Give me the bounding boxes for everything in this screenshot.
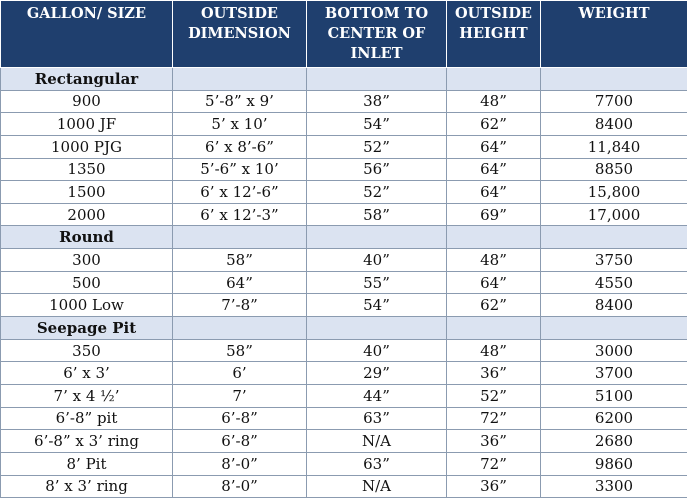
cell-outside-dimension: 58” bbox=[173, 339, 307, 362]
cell-outside-dimension: 8’-0” bbox=[173, 452, 307, 475]
cell-bottom-to-center-of-inlet: 63” bbox=[307, 452, 447, 475]
cell-weight: 5100 bbox=[541, 384, 687, 407]
cell-bottom-to-center-of-inlet: N/A bbox=[307, 475, 447, 498]
cell-outside-dimension: 5’ x 10’ bbox=[173, 113, 307, 136]
cell-weight: 7700 bbox=[541, 90, 687, 113]
header-outside-height: OUTSIDE HEIGHT bbox=[447, 1, 541, 68]
header-row bbox=[1, 1, 687, 68]
cell-bottom-to-center-of-inlet: 63” bbox=[307, 407, 447, 430]
cell-weight: 8850 bbox=[541, 158, 687, 181]
cell-weight: 2680 bbox=[541, 430, 687, 453]
cell-outside-height: 48” bbox=[447, 339, 541, 362]
cell-bottom-to-center-of-inlet: 29” bbox=[307, 362, 447, 385]
section-empty-cell bbox=[173, 226, 307, 249]
table-row bbox=[1, 113, 687, 136]
cell-bottom-to-center-of-inlet: 56” bbox=[307, 158, 447, 181]
header-bottom-to-center-of-inlet: BOTTOM TO CENTER OF INLET bbox=[307, 1, 447, 68]
cell-outside-height: 36” bbox=[447, 475, 541, 498]
cell-weight: 17,000 bbox=[541, 203, 687, 226]
cell-bottom-to-center-of-inlet: 40” bbox=[307, 339, 447, 362]
cell-outside-height: 48” bbox=[447, 90, 541, 113]
table-row bbox=[1, 362, 687, 385]
header-outside-dimension: OUTSIDE DIMENSION bbox=[173, 1, 307, 68]
cell-outside-height: 64” bbox=[447, 271, 541, 294]
cell-outside-height: 36” bbox=[447, 430, 541, 453]
cell-gallon-size: 500 bbox=[1, 271, 173, 294]
cell-bottom-to-center-of-inlet: 55” bbox=[307, 271, 447, 294]
cell-gallon-size: 1000 Low bbox=[1, 294, 173, 317]
section-label: Round bbox=[1, 226, 173, 249]
table-row bbox=[1, 249, 687, 272]
section-row bbox=[1, 68, 687, 91]
table-body bbox=[1, 68, 687, 498]
cell-outside-dimension: 7’-8” bbox=[173, 294, 307, 317]
table-row bbox=[1, 384, 687, 407]
cell-outside-dimension: 5’-6” x 10’ bbox=[173, 158, 307, 181]
section-empty-cell bbox=[307, 68, 447, 91]
section-empty-cell bbox=[447, 317, 541, 340]
cell-outside-dimension: 6’-8” bbox=[173, 407, 307, 430]
section-label: Seepage Pit bbox=[1, 317, 173, 340]
cell-outside-height: 69” bbox=[447, 203, 541, 226]
cell-outside-height: 72” bbox=[447, 452, 541, 475]
table-row bbox=[1, 294, 687, 317]
cell-outside-height: 72” bbox=[447, 407, 541, 430]
cell-outside-height: 64” bbox=[447, 158, 541, 181]
section-empty-cell bbox=[307, 317, 447, 340]
cell-outside-height: 64” bbox=[447, 135, 541, 158]
cell-gallon-size: 2000 bbox=[1, 203, 173, 226]
cell-outside-dimension: 7’ bbox=[173, 384, 307, 407]
cell-gallon-size: 1500 bbox=[1, 181, 173, 204]
section-row bbox=[1, 317, 687, 340]
cell-outside-height: 52” bbox=[447, 384, 541, 407]
cell-gallon-size: 1000 JF bbox=[1, 113, 173, 136]
cell-bottom-to-center-of-inlet: 52” bbox=[307, 135, 447, 158]
cell-gallon-size: 300 bbox=[1, 249, 173, 272]
cell-outside-dimension: 8’-0” bbox=[173, 475, 307, 498]
cell-outside-dimension: 6’ x 12’-6” bbox=[173, 181, 307, 204]
cell-outside-height: 62” bbox=[447, 294, 541, 317]
section-label: Rectangular bbox=[1, 68, 173, 91]
cell-bottom-to-center-of-inlet: 38” bbox=[307, 90, 447, 113]
header-gallon-size: GALLON/ SIZE bbox=[1, 1, 173, 68]
section-empty-cell bbox=[541, 68, 687, 91]
table-row bbox=[1, 158, 687, 181]
cell-bottom-to-center-of-inlet: 44” bbox=[307, 384, 447, 407]
cell-outside-height: 64” bbox=[447, 181, 541, 204]
cell-outside-dimension: 6’ x 8’-6” bbox=[173, 135, 307, 158]
cell-outside-height: 62” bbox=[447, 113, 541, 136]
cell-weight: 8400 bbox=[541, 113, 687, 136]
table-row bbox=[1, 339, 687, 362]
table-row bbox=[1, 452, 687, 475]
table-row bbox=[1, 181, 687, 204]
cell-outside-dimension: 6’ bbox=[173, 362, 307, 385]
cell-gallon-size: 7’ x 4 ½’ bbox=[1, 384, 173, 407]
section-empty-cell bbox=[541, 317, 687, 340]
cell-outside-height: 36” bbox=[447, 362, 541, 385]
table-row bbox=[1, 430, 687, 453]
cell-weight: 15,800 bbox=[541, 181, 687, 204]
section-empty-cell bbox=[173, 68, 307, 91]
header-weight: WEIGHT bbox=[541, 1, 687, 68]
cell-weight: 6200 bbox=[541, 407, 687, 430]
cell-outside-dimension: 58” bbox=[173, 249, 307, 272]
section-empty-cell bbox=[173, 317, 307, 340]
cell-outside-dimension: 6’ x 12’-3” bbox=[173, 203, 307, 226]
cell-gallon-size: 1350 bbox=[1, 158, 173, 181]
table-row bbox=[1, 475, 687, 498]
cell-gallon-size: 6’-8” x 3’ ring bbox=[1, 430, 173, 453]
cell-outside-dimension: 6’-8” bbox=[173, 430, 307, 453]
table-row bbox=[1, 271, 687, 294]
cell-weight: 3700 bbox=[541, 362, 687, 385]
cell-weight: 9860 bbox=[541, 452, 687, 475]
cell-bottom-to-center-of-inlet: 40” bbox=[307, 249, 447, 272]
cell-weight: 3750 bbox=[541, 249, 687, 272]
section-empty-cell bbox=[541, 226, 687, 249]
cell-gallon-size: 1000 PJG bbox=[1, 135, 173, 158]
cell-weight: 11,840 bbox=[541, 135, 687, 158]
cell-outside-dimension: 5’-8” x 9’ bbox=[173, 90, 307, 113]
cell-bottom-to-center-of-inlet: 54” bbox=[307, 294, 447, 317]
cell-gallon-size: 6’ x 3’ bbox=[1, 362, 173, 385]
section-empty-cell bbox=[447, 226, 541, 249]
cell-outside-height: 48” bbox=[447, 249, 541, 272]
section-row bbox=[1, 226, 687, 249]
table-row bbox=[1, 90, 687, 113]
section-empty-cell bbox=[307, 226, 447, 249]
cell-bottom-to-center-of-inlet: 58” bbox=[307, 203, 447, 226]
cell-bottom-to-center-of-inlet: 54” bbox=[307, 113, 447, 136]
cell-weight: 4550 bbox=[541, 271, 687, 294]
table-row bbox=[1, 135, 687, 158]
cell-gallon-size: 6’-8” pit bbox=[1, 407, 173, 430]
cell-bottom-to-center-of-inlet: N/A bbox=[307, 430, 447, 453]
cell-gallon-size: 8’ x 3’ ring bbox=[1, 475, 173, 498]
cell-gallon-size: 900 bbox=[1, 90, 173, 113]
cell-weight: 8400 bbox=[541, 294, 687, 317]
cell-weight: 3000 bbox=[541, 339, 687, 362]
cell-outside-dimension: 64” bbox=[173, 271, 307, 294]
cell-weight: 3300 bbox=[541, 475, 687, 498]
section-empty-cell bbox=[447, 68, 541, 91]
cell-gallon-size: 350 bbox=[1, 339, 173, 362]
cell-bottom-to-center-of-inlet: 52” bbox=[307, 181, 447, 204]
table-row bbox=[1, 407, 687, 430]
table-row bbox=[1, 203, 687, 226]
cell-gallon-size: 8’ Pit bbox=[1, 452, 173, 475]
